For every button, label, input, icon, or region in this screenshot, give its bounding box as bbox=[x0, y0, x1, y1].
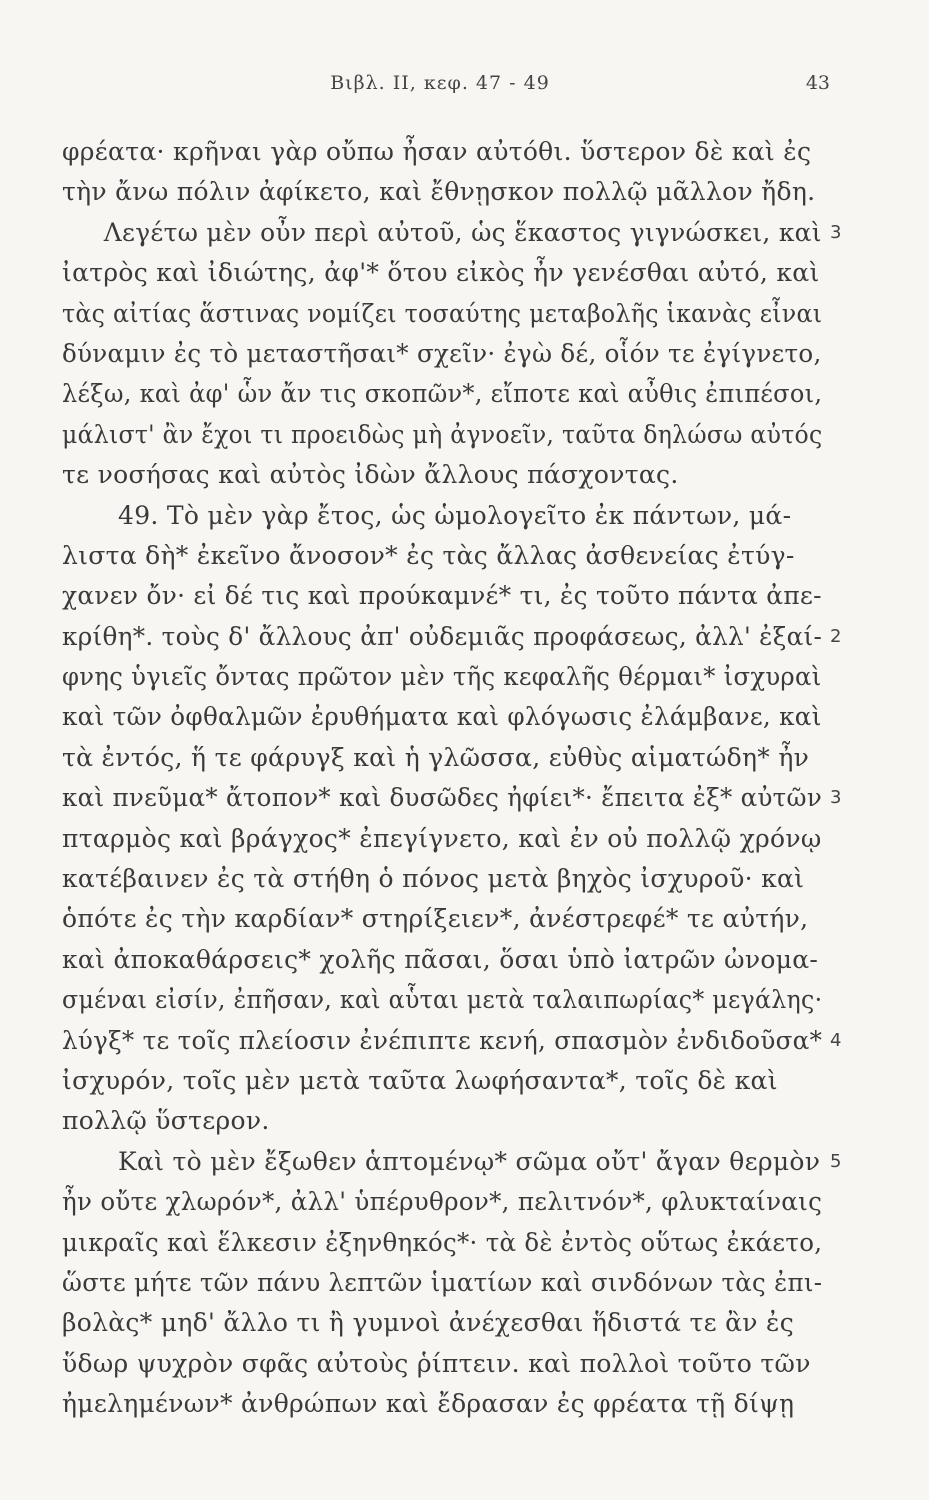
text-line: δύναμιν ἐς τὸ μεταστῆσαι* σχεῖν· ἐγὼ δέ, οἷόν τε ἐγίγνετο, bbox=[62, 338, 822, 368]
text-line: τὴν ἄνω πόλιν ἀφίκετο, καὶ ἔθνῃσκον πολλῷ μᾶλλον ἤδη. bbox=[62, 177, 816, 207]
text-line: βολὰς* μηδ' ἄλλο τι ἢ γυμνοὶ ἀνέχεσθαι ἥδιστά τε ἂν ἐς bbox=[62, 1308, 795, 1338]
text-line: πολλῷ ὕστερον. bbox=[62, 1106, 270, 1136]
margin-number: 3 bbox=[830, 221, 842, 243]
text-line: 49. Τὸ μὲν γὰρ ἔτος, ὡς ὡμολογεῖτο ἐκ πάντων, μά- bbox=[118, 500, 792, 530]
text-line: ὁπότε ἐς τὴν καρδίαν* στηρίξειεν*, ἀνέστρεφέ* τε αὐτήν, bbox=[62, 904, 809, 934]
margin-number: 4 bbox=[830, 1029, 842, 1051]
running-title: Βιβλ. II, κεφ. 47 - 49 bbox=[330, 72, 550, 94]
text-line: καὶ πνεῦμα* ἄτοπον* καὶ δυσῶδες ἠφίει*· ἔπειτα ἐξ* αὐτῶν 3 bbox=[62, 778, 822, 818]
text-line: ἰατρὸς καὶ ἰδιώτης, ἀφ'* ὅτου εἰκὸς ἦν γενέσθαι αὐτό, καὶ bbox=[62, 258, 820, 288]
body-text bbox=[62, 132, 842, 1425]
text-line: φρέατα· κρῆναι γὰρ οὔπω ἦσαν αὐτόθι. ὕστερον δὲ καὶ ἐς bbox=[62, 137, 812, 166]
text-line: μικραῖς καὶ ἕλκεσιν ἐξηνθηκός*· τὰ δὲ ἐντὸς οὕτως ἐκάετο, bbox=[62, 1227, 823, 1257]
text-line: καὶ ἀποκαθάρσεις* χολῆς πᾶσαι, ὅσαι ὑπὸ ἰατρῶν ὠνομα- bbox=[62, 944, 819, 974]
text-line: πταρμὸς καὶ βράγχος* ἐπεγίγνετο, καὶ ἐν οὐ πολλῷ χρόνῳ bbox=[62, 823, 822, 853]
text-line: λέξω, καὶ ἀφ' ὧν ἄν τις σκοπῶν*, εἴποτε καὶ αὖθις ἐπιπέσοι, bbox=[62, 379, 823, 409]
text-line: ὥστε μήτε τῶν πάνυ λεπτῶν ἱματίων καὶ σινδόνων τὰς ἐπι- bbox=[62, 1267, 823, 1297]
text-line: σμέναι εἰσίν, ἐπῆσαν, καὶ αὗται μετὰ ταλαιπωρίας* μεγάλης· bbox=[62, 985, 823, 1015]
page-header bbox=[60, 72, 830, 102]
text-line: τὰ ἐντός, ἥ τε φάρυγξ καὶ ἡ γλῶσσα, εὐθὺς αἱματώδη* ἦν bbox=[62, 742, 810, 772]
text-line: καὶ τῶν ὀφθαλμῶν ἐρυθήματα καὶ φλόγωσις ἐλάμβανε, καὶ bbox=[62, 702, 822, 732]
margin-number: 5 bbox=[830, 1150, 842, 1172]
text-line: ἦν οὔτε χλωρόν*, ἀλλ' ὑπέρυθρον*, πελιτνόν*, φλυκταίναις bbox=[62, 1187, 823, 1217]
text-line: ἠμελημένων* ἀνθρώπων καὶ ἔδρασαν ἐς φρέατα τῇ δίψῃ bbox=[62, 1389, 795, 1419]
page-number: 43 bbox=[805, 72, 830, 94]
text-line: λιστα δὴ* ἐκεῖνο ἄνοσον* ἐς τὰς ἄλλας ἀσθενείας ἐτύγ- bbox=[62, 540, 795, 570]
text-line: κατέβαινεν ἐς τὰ στήθη ὁ πόνος μετὰ βηχὸς ἰσχυροῦ· καὶ bbox=[62, 864, 805, 894]
text-line: φνης ὑγιεῖς ὄντας πρῶτον μὲν τῆς κεφαλῆς θέρμαι* ἰσχυραὶ bbox=[62, 662, 822, 692]
text-line: ὕδωρ ψυχρὸν σφᾶς αὐτοὺς ῥίπτειν. καὶ πολλοὶ τοῦτο τῶν bbox=[62, 1348, 811, 1378]
text-line: χανεν ὄν· εἰ δέ τις καὶ προύκαμνέ* τι, ἐς τοῦτο πάντα ἀπε- bbox=[62, 581, 822, 611]
text-line: τὰς αἰτίας ἅστινας νομίζει τοσαύτης μεταβολῆς ἱκανὰς εἶναι bbox=[62, 298, 823, 328]
text-line: Καὶ τὸ μὲν ἔξωθεν ἁπτομένῳ* σῶμα οὔτ' ἄγαν θερμὸν 5 bbox=[62, 1142, 822, 1182]
text-line: ἰσχυρόν, τοῖς μὲν μετὰ ταῦτα λωφήσαντα*, τοῖς δὲ καὶ bbox=[62, 1065, 778, 1095]
text-line: λύγξ* τε τοῖς πλείοσιν ἐνέπιπτε κενή, σπασμὸν ἐνδιδοῦσα* 4 bbox=[62, 1021, 822, 1061]
margin-number: 2 bbox=[830, 625, 842, 647]
text-line: τε νοσήσας καὶ αὐτὸς ἰδὼν ἄλλους πάσχοντας. bbox=[62, 460, 679, 490]
text-line: μάλιστ' ἂν ἔχοι τι προειδὼς μὴ ἀγνοεῖν, ταῦτα δηλώσω αὐτός bbox=[62, 419, 823, 449]
text-line: Λεγέτω μὲν οὖν περὶ αὐτοῦ, ὡς ἕκαστος γιγνώσκει, καὶ 3 bbox=[62, 213, 822, 253]
margin-number: 3 bbox=[830, 787, 842, 809]
text-line: κρίθη*. τοὺς δ' ἄλλους ἀπ' οὐδεμιᾶς προφάσεως, ἀλλ' ἐξαί- 2 bbox=[62, 617, 822, 657]
